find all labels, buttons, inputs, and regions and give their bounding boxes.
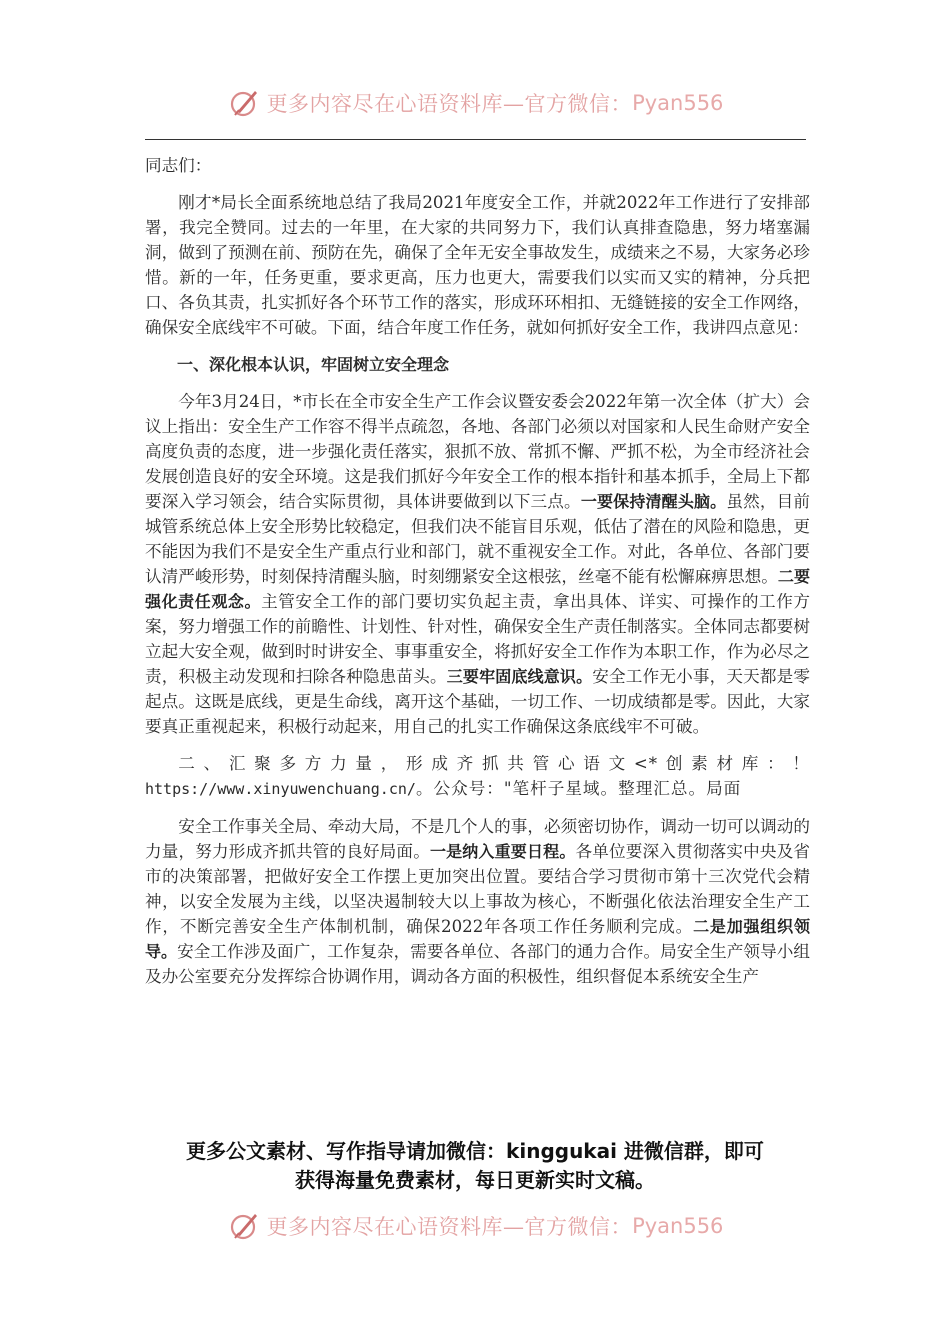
salutation: 同志们：: [145, 156, 212, 175]
footer-line-1: 更多公文素材、写作指导请加微信：kinggukai 进微信群，即可: [186, 1139, 764, 1163]
paragraph-section-1: [145, 389, 810, 739]
heading-text: 二、汇聚多方力量，形成齐抓共管心语文<*创素材库：！: [178, 754, 810, 773]
header-divider: [145, 139, 806, 140]
footer-line-2: 获得海量免费素材，每日更新实时文稿。: [295, 1168, 655, 1192]
bold-point-2: 二要强化责任观念。: [145, 567, 810, 611]
watermark-text: 更多内容尽在心语资料库—官方微信：: [266, 1215, 633, 1239]
bold-point-3: 三要牢固底线意识。: [446, 667, 593, 686]
text-run: 主管安全工作的部门要切实负起主责，拿出具体、详实、可操作的工作方案，努力增强工作的前瞻性、计划性、针对性，确保安全生产责任制落实。全体同志都要树立起大安全观，做到时时讲安全、事事重安全，将抓好安全工作作为本职工作，作为必尽之责，积极主动发现和扫除各种隐患苗头。: [145, 592, 810, 686]
bold-point-1: 一要保持清醒头脑。: [580, 492, 727, 511]
text-run: 今年3月24日，*市长在全市安全生产工作会议暨安委会2022年第一次全体（扩大）会议上指出：安全生产工作容不得半点疏忽，各地、各部门必须以对国家和人民生命财产安全高度负责的态度，进一步强化责任落实，狠抓不放、常抓不懈、严抓不松，为全市经济社会发展创造良好的安全环境。这是我们抓好今年安全工作的根本指针和基本抓手，全局上下都要深入学习领会，结合实际贯彻，具体讲要做到以下三点。: [145, 392, 810, 511]
text-run: 各单位要深入贯彻落实中央及省市的决策部署，把做好安全工作摆上更加突出位置。要结合学习贯彻市第十三次党代会精神，以安全发展为主线，以坚决遏制较大以上事故为核心，不断强化依法治理安全生产工作，不断完善安全生产体制机制，确保2022年各项工作任务顺利完成。: [145, 842, 811, 936]
document-body: [145, 153, 810, 989]
paragraph-intro: 刚才*局长全面系统地总结了我局2021年度安全工作，并就2022年工作进行了安排部署，我完全赞同。过去的一年里，在大家的共同努力下，我们认真排查隐患，努力堵塞漏洞，做到了预测在前、预防在先，确保了全年无安全事故发生，成绩来之不易，大家务必珍惜。新的一年，任务更重，要求更高，压力也更大，需要我们以实而又实的精神，分兵把口、各负其责，扎实抓好各个环节工作的落实，形成环环相扣、无缝链接的安全工作网络，确保安全底线牢不可破。下面，结合年度工作任务，就如何抓好安全工作，我讲四点意见：: [145, 193, 810, 337]
quill-logo-icon: [227, 86, 261, 120]
text-run: 安全工作事关全局、牵动大局，不是几个人的事，必须密切协作，调动一切可以调动的力量，努力形成齐抓共管的良好局面。: [145, 817, 810, 861]
footer-promo: [0, 1137, 950, 1195]
watermark-wechat-id: Pyan556: [632, 91, 724, 115]
text-run: 安全工作无小事，天天都是零起点。这既是底线，更是生命线，离开这个基础，一切工作、一切成绩都是零。因此，大家要真正重视起来，积极行动起来，用自己的扎实工作确保这条底线牢不可破。: [145, 667, 811, 736]
text-run: 安全工作涉及面广，工作复杂，需要各单位、各部门的通力合作。局安全生产领导小组及办公室要充分发挥综合协调作用，调动各方面的积极性，组织督促本系统安全生产: [145, 942, 810, 986]
heading-text-tail: 。公众号："笔杆子星域。整理汇总。局面: [415, 779, 742, 798]
bold-point-4: 一是纳入重要日程。: [429, 842, 576, 861]
watermark-wechat-id: Pyan556: [632, 1214, 724, 1238]
section-heading-1: 一、深化根本认识，牢固树立安全理念: [177, 355, 450, 374]
header-watermark: [0, 86, 950, 120]
quill-logo-icon: [227, 1209, 261, 1243]
url-link[interactable]: https://www.xinyuwenchuang.cn/: [145, 780, 416, 798]
bold-point-5: 二是加强组织领导。: [145, 917, 810, 961]
section-heading-2: [145, 751, 810, 802]
text-run: 虽然，目前城管系统总体上安全形势比较稳定，但我们决不能盲目乐观，低估了潜在的风险和隐患，更不能因为我们不是安全生产重点行业和部门，就不重视安全工作。对此，各单位、各部门要认清严峻形势，时刻保持清醒头脑，时刻绷紧安全这根弦，丝毫不能有松懈麻痹思想。: [145, 492, 811, 586]
paragraph-section-2: [145, 814, 810, 989]
watermark-text: 更多内容尽在心语资料库—官方微信：: [266, 92, 633, 116]
footer-watermark: [0, 1209, 950, 1243]
